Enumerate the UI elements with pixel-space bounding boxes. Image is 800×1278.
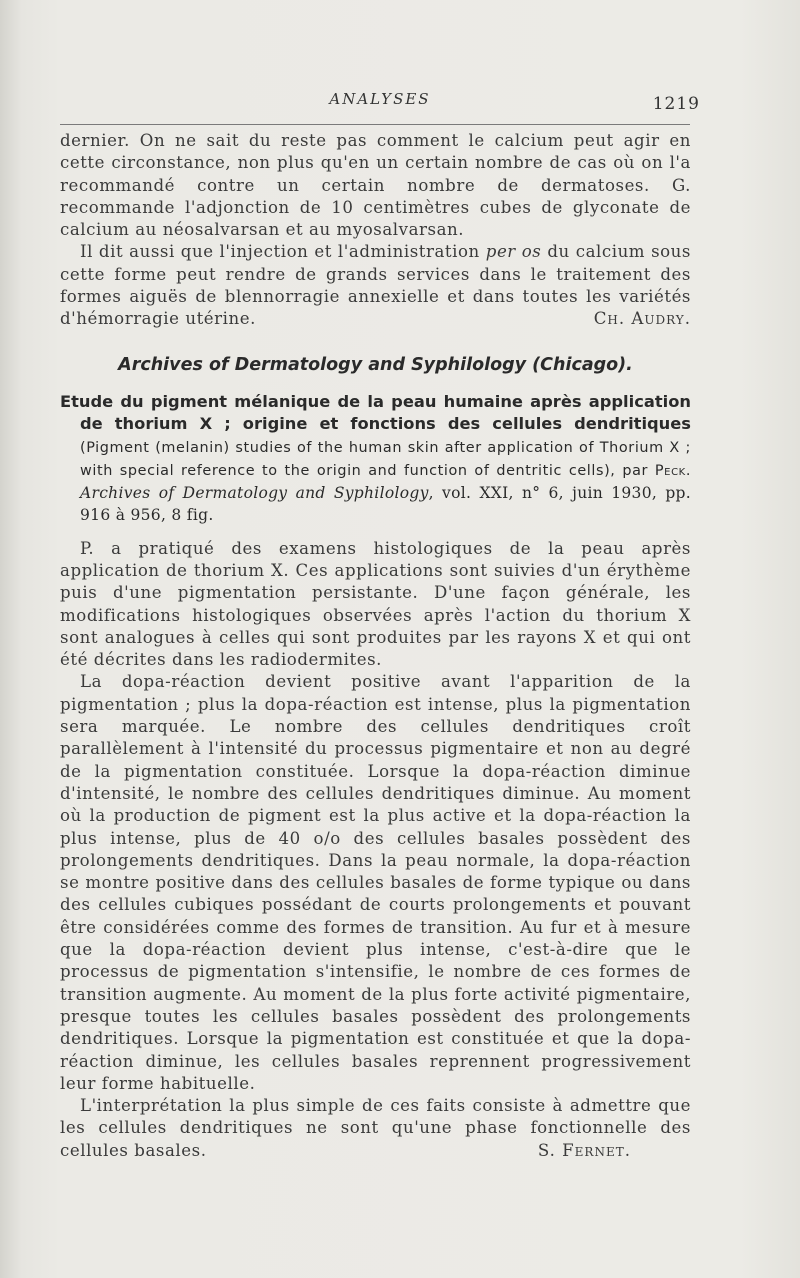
- page-content: [60, 130, 691, 1162]
- article-author-after: .: [685, 462, 691, 479]
- article-author: Peck: [654, 462, 686, 479]
- page-number: 1219: [652, 94, 700, 114]
- running-title: ANALYSES: [329, 90, 431, 108]
- intro-paragraph-2: [60, 241, 691, 330]
- intro-signature: Ch. Audry.: [593, 309, 691, 329]
- article-citation-rest: , vol. XXI, n° 6, juin 1930, pp. 916 à 956, 8 fig.: [80, 483, 691, 524]
- page-header: [60, 90, 700, 116]
- article-paragraph-1: P. a pratiqué des examens histologiques de la peau après application de thorium X. Ces applications sont suivies d'un érythème puis d'une pigmentation persistante. D'une façon générale, les modifications histologiques observées après l'action du thorium X sont analogues à celles qui sont produites par les rayons X et qui ont été décrites dans les radiodermites.: [60, 538, 691, 670]
- article-body: [60, 538, 691, 1162]
- article-citation-journal: Archives of Dermatology and Syphilology: [80, 483, 429, 502]
- intro-para2-italic: per os: [485, 242, 542, 262]
- journal-heading: Archives of Dermatology and Syphilology (Chicago).: [118, 354, 633, 375]
- intro-para2-before: Il dit aussi que l'injection et l'administration: [80, 242, 486, 262]
- header-rule: [60, 124, 690, 125]
- intro-para2-after: du calcium sous cette forme peut rendre de grands services dans le traitement des formes aiguës de blennorragie annexielle et dans toutes les variétés d'hémorragie utérine.: [60, 242, 691, 329]
- article-signature: S. Fernet.: [537, 1140, 631, 1160]
- article-title: Etude du pigment mélanique de la peau humaine après application de thorium X ; origine et fonctions des cellules dendritiques: [60, 391, 691, 433]
- article-english-title: (Pigment (melanin) studies of the human skin after application of Thorium X ; with special reference to the origin and function of dentritic cells), par: [80, 439, 691, 479]
- article-paragraph-2: La dopa-réaction devient positive avant l'apparition de la pigmentation ; plus la dopa-réaction est intense, plus la pigmentation sera marquée. Le nombre des cellules dendritiques croît parallèlement à l'intensité du processus pigmentaire et non au degré de la pigmentation constituée. Lorsque la dopa-réaction diminue d'intensité, le nombre des cellules dendritiques diminue. Au moment où la production de pigment est la plus active et la dopa-réaction la plus intense, plus de 40 o/o des cellules basales possèdent des prolongements dendritiques. Dans la peau normale, la dopa-réaction se montre positive dans des cellules basales de forme typique ou dans des cellules cubiques possédant de courts prolongements et pouvant être considérées comme des formes de transition. Au fur et à mesure que la dopa-réaction devient plus intense, c'est-à-dire que le processus de pigmentation s'intensifie, le nombre de ces formes de transition augmente. Au moment de la plus forte activité pigmentaire, presque toutes les cellules basales possèdent des prolongements dendritiques. Lorsque la pigmentation est constituée et que la dopa-réaction diminue, les cellules basales reprennent progressivement leur forme habituelle.: [60, 672, 691, 1093]
- article-paragraph-3-text: L'interprétation la plus simple de ces faits consiste à admettre que les cellules dendritiques ne sont qu'une phase fonctionnelle des cellules basales.: [60, 1096, 691, 1160]
- article-header: [60, 391, 691, 526]
- intro-paragraph-1: dernier. On ne sait du reste pas comment le calcium peut agir en cette circonstance, non plus qu'en un certain nombre de cas où on l'a recommandé contre un certain nombre de dermatoses. G. recommande l'adjonction de 10 centimètres cubes de glyconate de calcium au néosalvarsan et au myosalvarsan.: [60, 131, 691, 240]
- article-paragraph-3: [60, 1095, 691, 1162]
